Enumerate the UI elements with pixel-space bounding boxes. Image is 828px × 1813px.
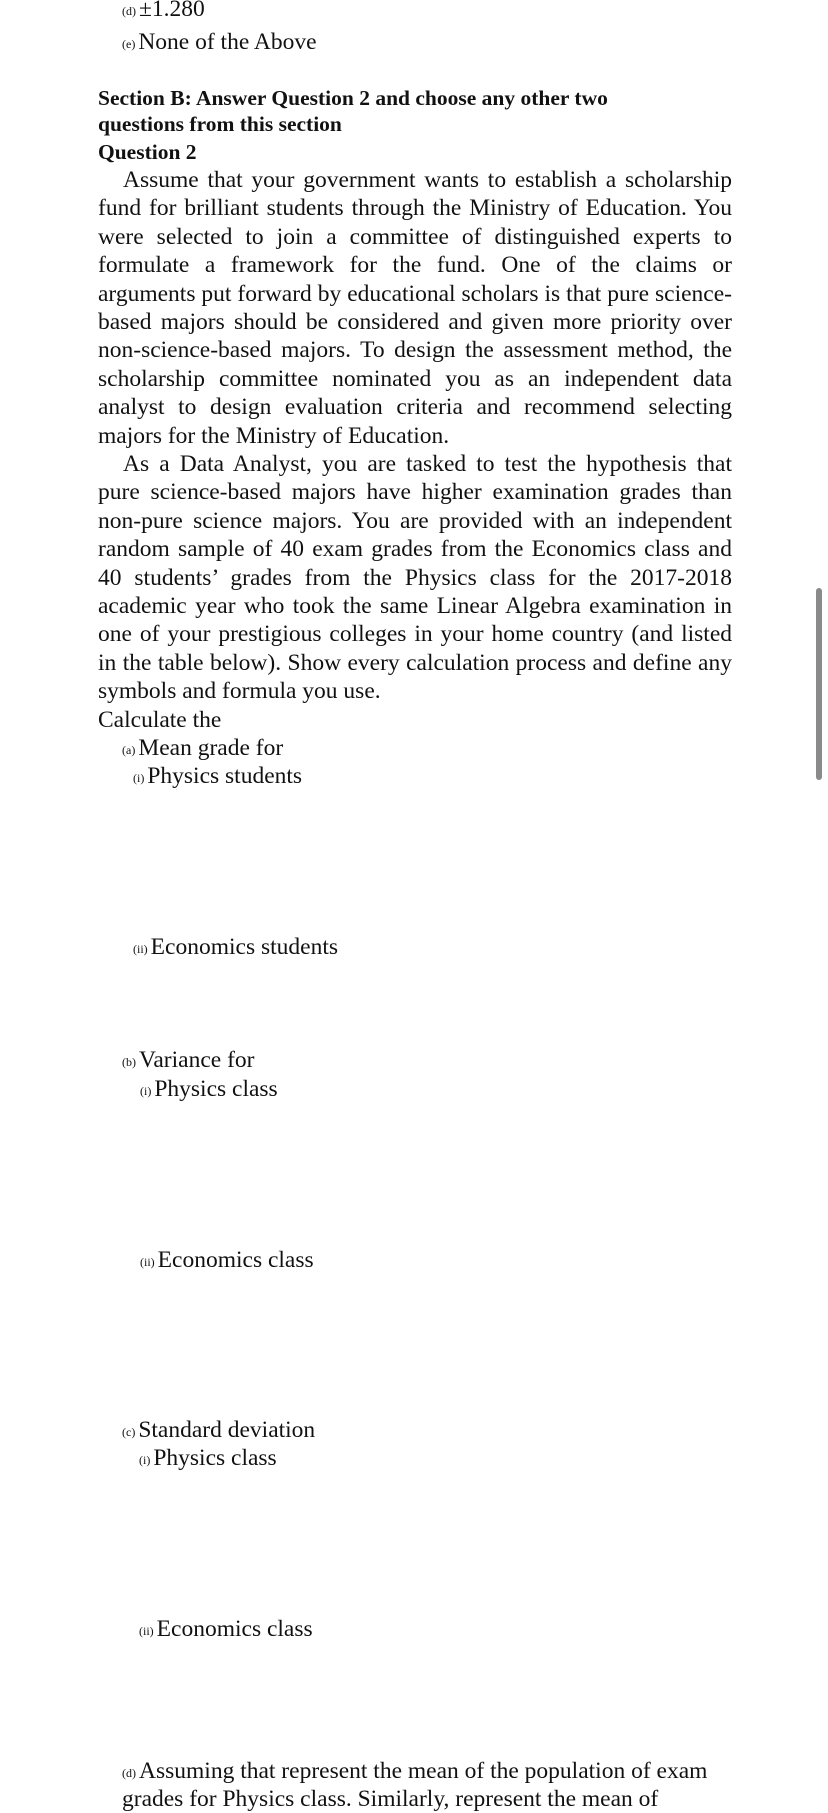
part-text: Economics class bbox=[157, 1247, 314, 1273]
vertical-scrollbar[interactable] bbox=[816, 588, 822, 780]
part-text: Physics class bbox=[154, 1076, 278, 1102]
part-text: Variance for bbox=[139, 1047, 255, 1073]
option-e bbox=[122, 28, 317, 59]
part-a bbox=[122, 734, 283, 765]
part-c-i bbox=[139, 1444, 277, 1475]
part-a-i bbox=[133, 762, 302, 793]
part-text: Economics students bbox=[150, 934, 338, 960]
part-label: (b) bbox=[122, 1055, 136, 1069]
part-label: (i) bbox=[133, 771, 145, 785]
part-text: grades for Physics class. Similarly, represent the mean of bbox=[122, 1786, 659, 1812]
option-d bbox=[122, 0, 205, 26]
part-text: Physics students bbox=[147, 763, 303, 789]
option-label: (e) bbox=[122, 37, 136, 51]
part-b bbox=[122, 1046, 254, 1077]
option-text: None of the Above bbox=[138, 29, 317, 55]
part-label: (i) bbox=[140, 1084, 152, 1098]
part-text: Standard deviation bbox=[138, 1417, 316, 1443]
calculate-the: Calculate the bbox=[98, 707, 222, 733]
part-label: (d) bbox=[122, 1766, 136, 1780]
part-text: Mean grade for bbox=[138, 735, 284, 761]
part-d-continuation bbox=[122, 1785, 658, 1813]
part-label: (c) bbox=[122, 1425, 136, 1439]
part-text: Physics class bbox=[153, 1445, 277, 1471]
section-heading-line2: questions from this section bbox=[98, 112, 342, 136]
part-a-ii bbox=[133, 933, 338, 964]
question-title: Question 2 bbox=[98, 140, 197, 164]
part-label: (ii) bbox=[133, 942, 148, 956]
section-heading-line1: Section B: Answer Question 2 and choose any other two bbox=[98, 86, 608, 110]
part-text: Economics class bbox=[156, 1616, 313, 1642]
option-text: ±1.280 bbox=[139, 0, 205, 22]
paragraph-scenario: Assume that your government wants to establish a scholarship fund for brilliant students through the Ministry of Education. You were selected to join a committee of distinguished experts to formulate a framework for the fund. One of the claims or arguments put forward by educational scholars is that pure science-based majors should be considered and given more priority over non-science-based majors. To design the assessment method, the scholarship committee nominated you as an independent data analyst to design evaluation criteria and recommend selecting majors for the Ministry of Education. bbox=[98, 167, 732, 449]
part-label: (i) bbox=[139, 1453, 151, 1467]
option-label: (d) bbox=[122, 4, 136, 18]
part-c bbox=[122, 1416, 315, 1447]
part-text: Assuming that represent the mean of the population of exam bbox=[139, 1758, 708, 1784]
part-label: (ii) bbox=[139, 1624, 154, 1638]
paragraph-task: As a Data Analyst, you are tasked to test the hypothesis that pure science-based majors have higher examination grades than non-pure science majors. You are provided with an independent random sample of 40 exam grades from the Economics class and 40 students’ grades from the Physics class for the 2017-2018 academic year who took the same Linear Algebra examination in one of your prestigious colleges in your home country (and listed in the table below). Show every calculation process and define any symbols and formula you use. bbox=[98, 451, 732, 705]
part-label: (a) bbox=[122, 743, 136, 757]
part-d bbox=[122, 1757, 707, 1788]
part-b-i bbox=[140, 1075, 278, 1106]
part-c-ii bbox=[139, 1615, 313, 1646]
part-b-ii bbox=[140, 1246, 314, 1277]
part-label: (ii) bbox=[140, 1255, 155, 1269]
